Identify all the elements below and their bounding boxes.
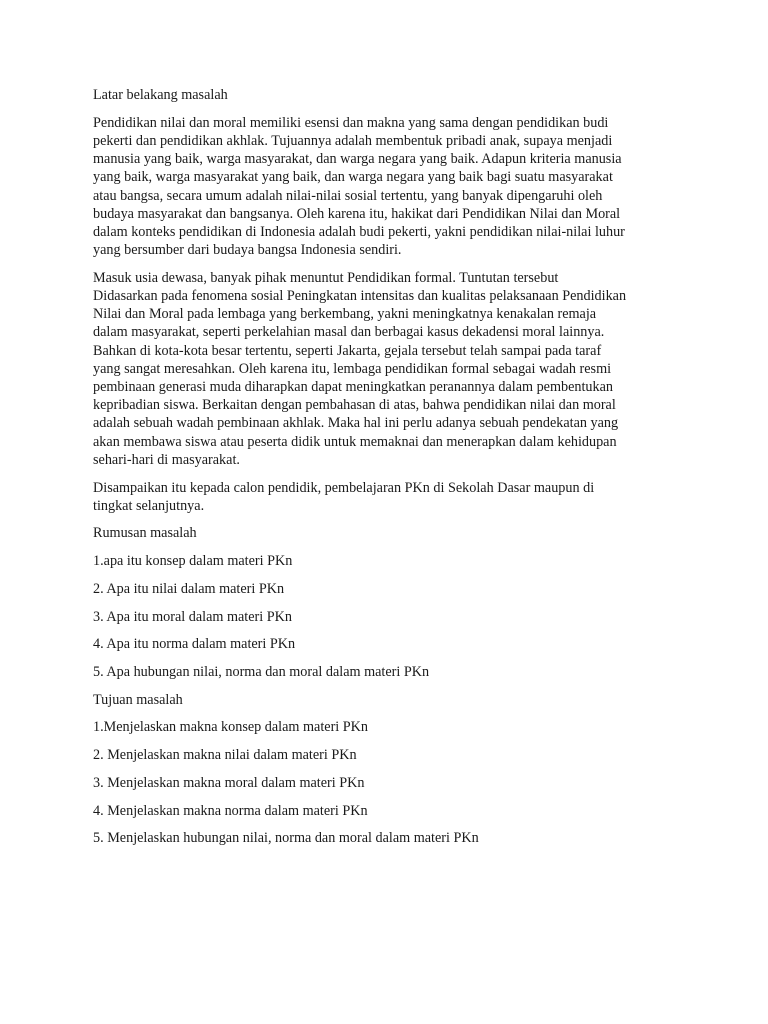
paragraph-line: Masuk usia dewasa, banyak pihak menuntut Pendidikan formal. Tuntutan tersebut [93,269,559,286]
problem-item: 2. Apa itu nilai dalam materi PKn [93,580,285,597]
paragraph-line: adalah sebuah wadah pembinaan akhlak. Maka hal ini perlu adanya sebuah pendekatan yang [93,415,619,432]
paragraph-1 [93,114,693,260]
problem-item: 1.apa itu konsep dalam materi PKn [93,553,293,570]
paragraph-line: pekerti dan pendidikan akhlak. Tujuannya adalah membentuk pribadi anak, supaya menjadi [93,132,613,149]
goal-item: 3. Menjelaskan makna moral dalam materi PKn [93,774,365,791]
goal-item: 4. Menjelaskan makna norma dalam materi PKn [93,802,368,819]
paragraph-line: Didasarkan pada fenomena sosial Peningkatan intensitas dan kualitas pelaksanaan Pendidikan [93,288,627,305]
paragraph-line: kepribadian siswa. Berkaitan dengan pembahasan di atas, bahwa pendidikan nilai dan moral [93,397,616,414]
paragraph-line: sehari-hari di masyarakat. [93,451,240,468]
paragraph-line: yang sangat meresahkan. Oleh karena itu, lembaga pendidikan formal sebagai wadah resmi [93,360,612,377]
paragraph-line: tingkat selanjutnya. [93,497,205,514]
paragraph-line: dalam konteks pendidikan di Indonesia adalah budi pekerti, yakni pendidikan nilai-nilai luhur [93,223,625,240]
paragraph-2 [93,269,693,469]
paragraph-3 [93,479,693,515]
paragraph-line: yang bersumber dari budaya bangsa Indonesia sendiri. [93,242,402,259]
paragraph-line: yang baik, warga masyarakat yang baik, dan warga negara yang baik bagi suatu masyarakat [93,169,613,186]
paragraph-line: akan membawa siswa atau peserta didik untuk memaknai dan menerapkan dalam kehidupan [93,433,617,450]
heading-rumusan-masalah: Rumusan masalah [93,525,197,542]
paragraph-line: atau bangsa, secara umum adalah nilai-nilai sosial tertentu, yang banyak dipengaruhi oleh [93,187,603,204]
paragraph-line: Pendidikan nilai dan moral memiliki esensi dan makna yang sama dengan pendidikan budi [93,114,609,131]
problem-item: 3. Apa itu moral dalam materi PKn [93,608,292,625]
goal-item: 1.Menjelaskan makna konsep dalam materi PKn [93,719,369,736]
problem-item: 5. Apa hubungan nilai, norma dan moral dalam materi PKn [93,663,430,680]
paragraph-line: pembinaan generasi muda diharapkan dapat meningkatkan peranannya dalam pembentukan [93,379,614,396]
heading-tujuan-masalah: Tujuan masalah [93,691,183,708]
paragraph-line: Nilai dan Moral pada lembaga yang berkembang, yakni meningkatnya kenakalan remaja [93,306,597,323]
goal-item: 5. Menjelaskan hubungan nilai, norma dan moral dalam materi PKn [93,830,479,847]
paragraph-line: budaya masyarakat dan bangsanya. Oleh karena itu, hakikat dari Pendidikan Nilai dan Moral [93,205,621,222]
document-page [93,86,693,857]
paragraph-line: manusia yang baik, warga masyarakat, dan warga negara yang baik. Adapun kriteria manusia [93,151,622,168]
paragraph-line: Disampaikan itu kepada calon pendidik, pembelajaran PKn di Sekolah Dasar maupun di [93,479,595,496]
paragraph-line: Bahkan di kota-kota besar tertentu, seperti Jakarta, gejala tersebut telah sampai pada taraf [93,342,602,359]
problem-item: 4. Apa itu norma dalam materi PKn [93,636,296,653]
goal-item: 2. Menjelaskan makna nilai dalam materi PKn [93,747,357,764]
paragraph-line: dalam masyarakat, seperti perkelahian masal dan berbagai kasus dekadensi moral lainnya. [93,324,605,341]
heading-latar-belakang: Latar belakang masalah [93,87,228,103]
